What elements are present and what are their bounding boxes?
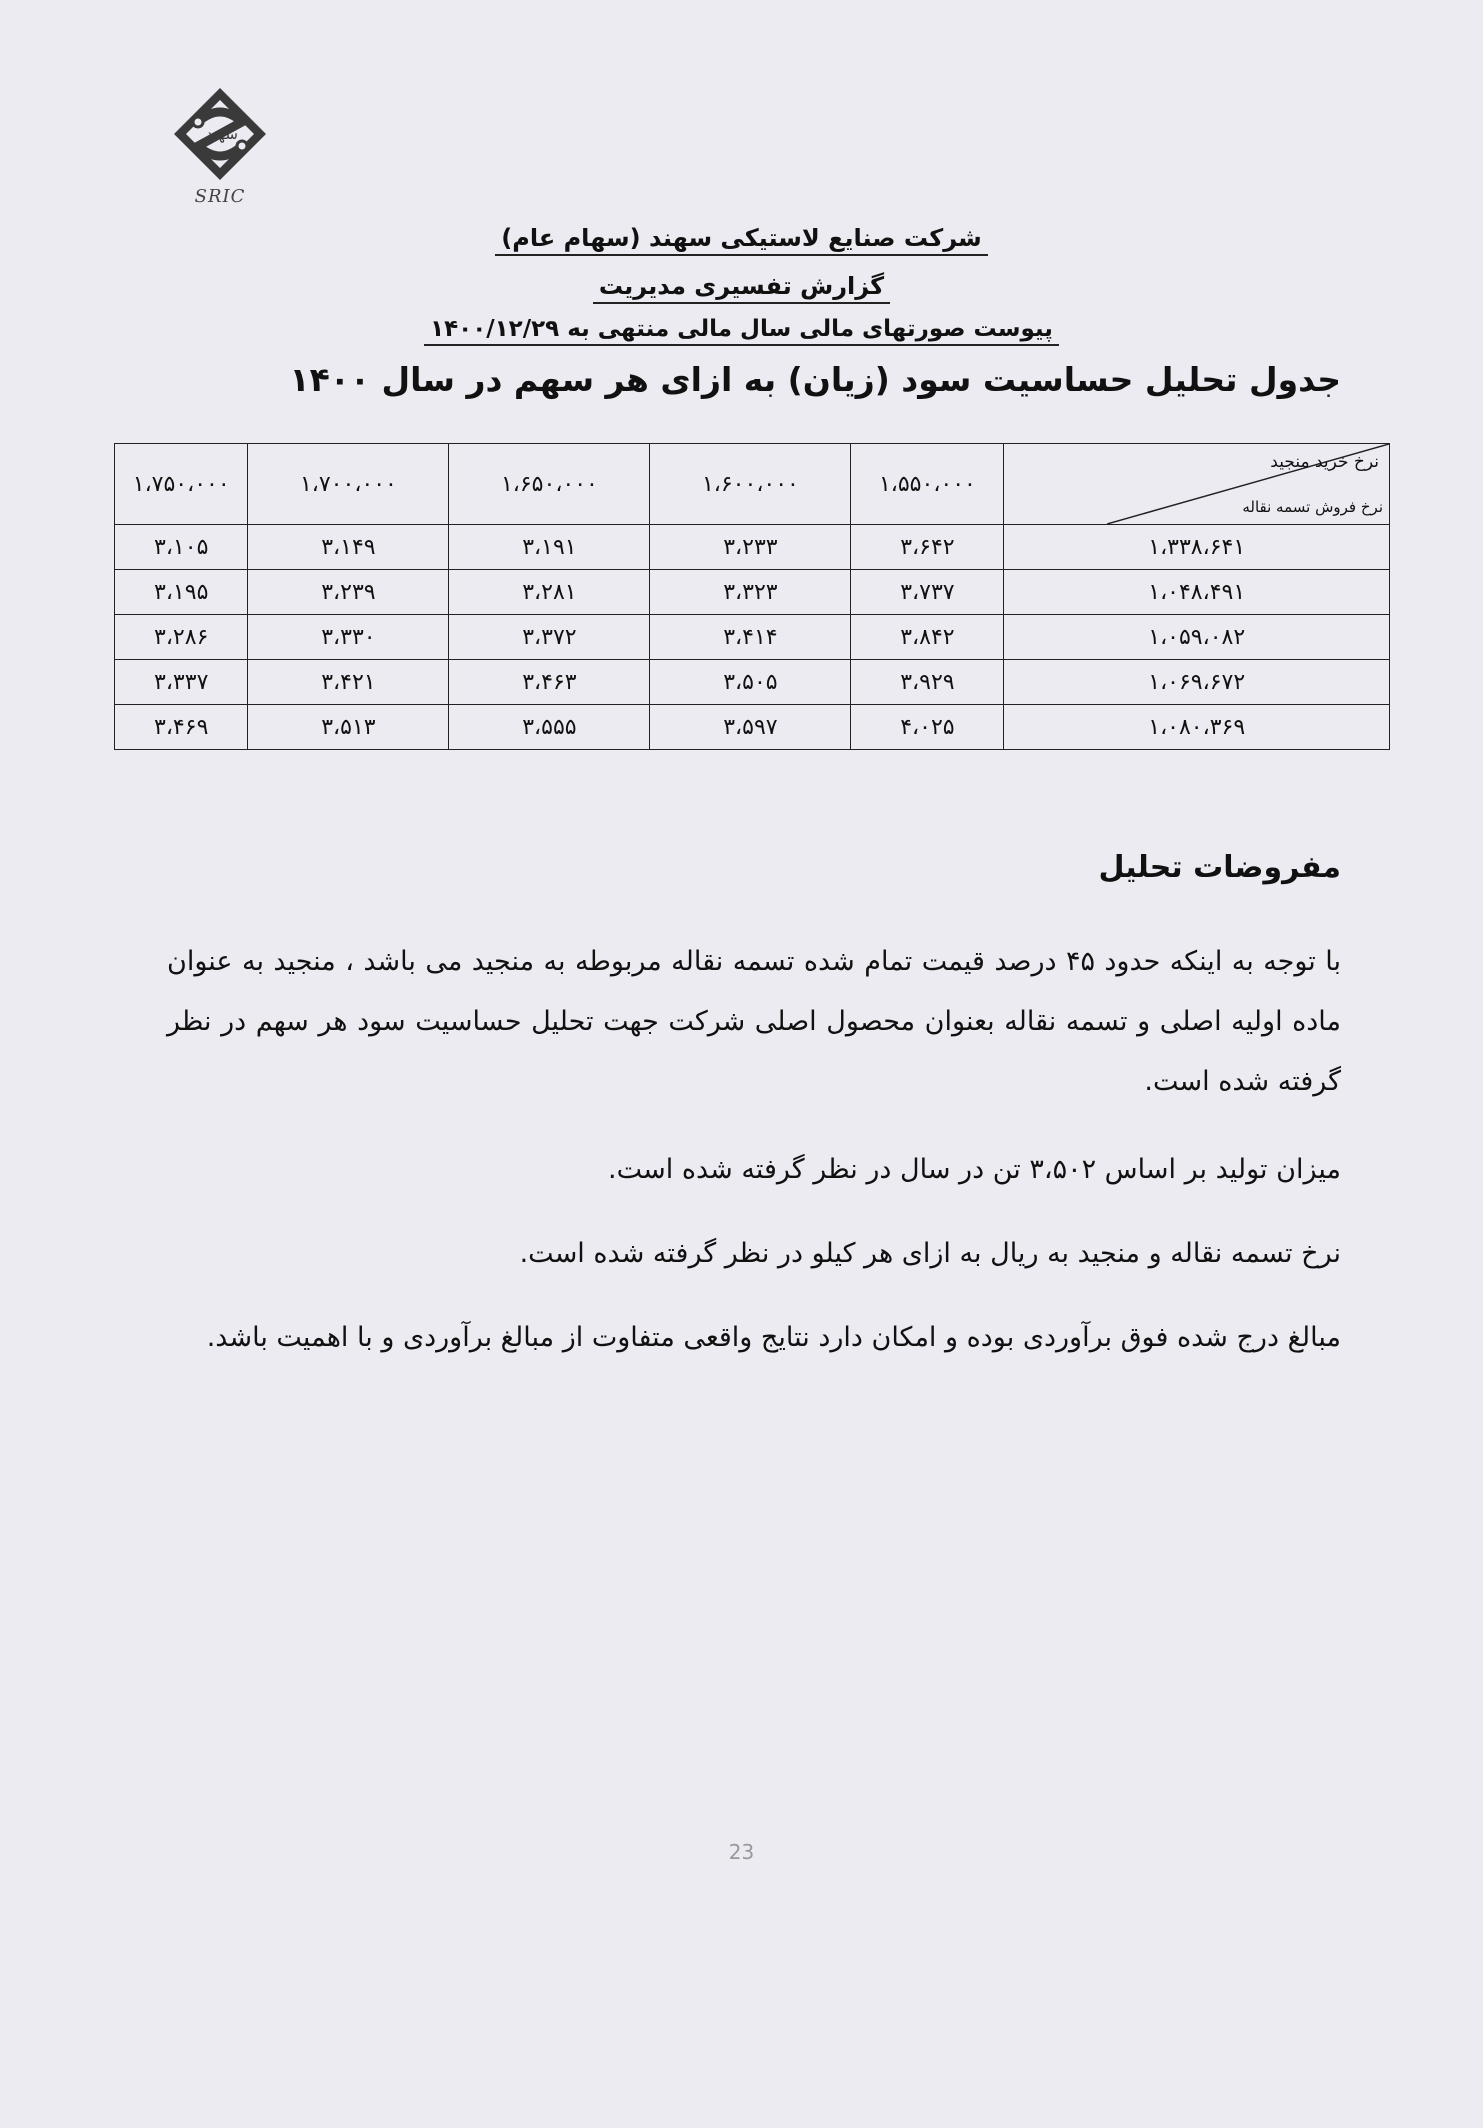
table-cell: ۳،۲۸۱ xyxy=(449,570,650,615)
table-row xyxy=(115,525,1390,570)
row-label: ۱،۰۵۹،۰۸۲ xyxy=(1004,615,1390,660)
column-header: ۱،۵۵۰،۰۰۰ xyxy=(851,444,1004,525)
row-label: ۱،۰۶۹،۶۷۲ xyxy=(1004,660,1390,705)
table-cell: ۳،۱۴۹ xyxy=(248,525,449,570)
table-cell: ۳،۴۱۴ xyxy=(650,615,851,660)
column-header: ۱،۶۰۰،۰۰۰ xyxy=(650,444,851,525)
assumption-paragraph: نرخ تسمه نقاله و منجید به ریال به ازای هر کیلو در نظر گرفته شده است. xyxy=(519,1238,1341,1269)
table-cell: ۳،۵۱۳ xyxy=(248,705,449,750)
table-row xyxy=(115,660,1390,705)
table-cell: ۳،۲۸۶ xyxy=(115,615,248,660)
row-label: ۱،۰۸۰،۳۶۹ xyxy=(1004,705,1390,750)
table-cell: ۳،۶۴۲ xyxy=(851,525,1004,570)
page-number: 23 xyxy=(728,1840,755,1864)
column-header: ۱،۶۵۰،۰۰۰ xyxy=(449,444,650,525)
table-cell: ۳،۱۹۱ xyxy=(449,525,650,570)
assumptions-title: مفروضات تحلیل xyxy=(1098,850,1341,885)
assumption-paragraph: میزان تولید بر اساس ۳،۵۰۲ تن در سال در نظر گرفته شده است. xyxy=(608,1154,1341,1185)
logo-caption: SRIC xyxy=(194,186,246,207)
table-cell: ۳،۵۵۵ xyxy=(449,705,650,750)
table-cell: ۳،۳۳۰ xyxy=(248,615,449,660)
attachment-title: پیوست صورتهای مالی سال مالی منتهی به ۱۴۰۰/۱۲/۲۹ xyxy=(0,316,1483,346)
table-cell: ۳،۲۳۹ xyxy=(248,570,449,615)
table-cell: ۳،۹۲۹ xyxy=(851,660,1004,705)
table-cell: ۳،۳۳۷ xyxy=(115,660,248,705)
table-cell: ۳،۵۰۵ xyxy=(650,660,851,705)
table-corner-cell xyxy=(1004,444,1390,525)
table-title: جدول تحلیل حساسیت سود (زیان) به ازای هر سهم در سال ۱۴۰۰ xyxy=(289,360,1341,399)
table-header-row xyxy=(115,444,1390,525)
table-cell: ۳،۲۳۳ xyxy=(650,525,851,570)
row-label: ۱،۳۳۸،۶۴۱ xyxy=(1004,525,1390,570)
sric-logo-icon xyxy=(168,82,272,186)
table-row xyxy=(115,615,1390,660)
assumption-paragraph: با توجه به اینکه حدود ۴۵ درصد قیمت تمام شده تسمه نقاله مربوطه به منجید می باشد ، منجید به عنوان ماده اولیه اصلی و تسمه نقاله بعنوان محصول اصلی شرکت جهت تحلیل حساسیت سود هر سهم در نظر گرفته شده است. xyxy=(167,946,1341,1097)
table-row xyxy=(115,705,1390,750)
corner-top-label: نرخ خرید منجید xyxy=(1270,452,1379,472)
svg-text:سهند: سهند xyxy=(206,125,238,143)
company-name: شرکت صنایع لاستیکی سهند (سهام عام) xyxy=(0,224,1483,256)
table-cell: ۳،۱۰۵ xyxy=(115,525,248,570)
report-title: گزارش تفسیری مدیریت xyxy=(0,272,1483,304)
table-cell: ۳،۴۲۱ xyxy=(248,660,449,705)
row-label: ۱،۰۴۸،۴۹۱ xyxy=(1004,570,1390,615)
sensitivity-table xyxy=(114,443,1390,750)
table-cell: ۳،۷۳۷ xyxy=(851,570,1004,615)
table-cell: ۳،۳۷۲ xyxy=(449,615,650,660)
table-cell: ۳،۱۹۵ xyxy=(115,570,248,615)
table-cell: ۳،۴۶۹ xyxy=(115,705,248,750)
table-cell: ۳،۵۹۷ xyxy=(650,705,851,750)
corner-bottom-label: نرخ فروش تسمه نقاله xyxy=(1242,498,1383,516)
column-header: ۱،۷۰۰،۰۰۰ xyxy=(248,444,449,525)
assumption-paragraph: مبالغ درج شده فوق برآوردی بوده و امکان دارد نتایج واقعی متفاوت از مبالغ برآوردی و با اهمیت باشد. xyxy=(206,1322,1341,1353)
table-cell: ۴،۰۲۵ xyxy=(851,705,1004,750)
table-cell: ۳،۸۴۲ xyxy=(851,615,1004,660)
column-header: ۱،۷۵۰،۰۰۰ xyxy=(115,444,248,525)
company-logo xyxy=(168,82,272,212)
table-row xyxy=(115,570,1390,615)
table-cell: ۳،۳۲۳ xyxy=(650,570,851,615)
table-cell: ۳،۴۶۳ xyxy=(449,660,650,705)
